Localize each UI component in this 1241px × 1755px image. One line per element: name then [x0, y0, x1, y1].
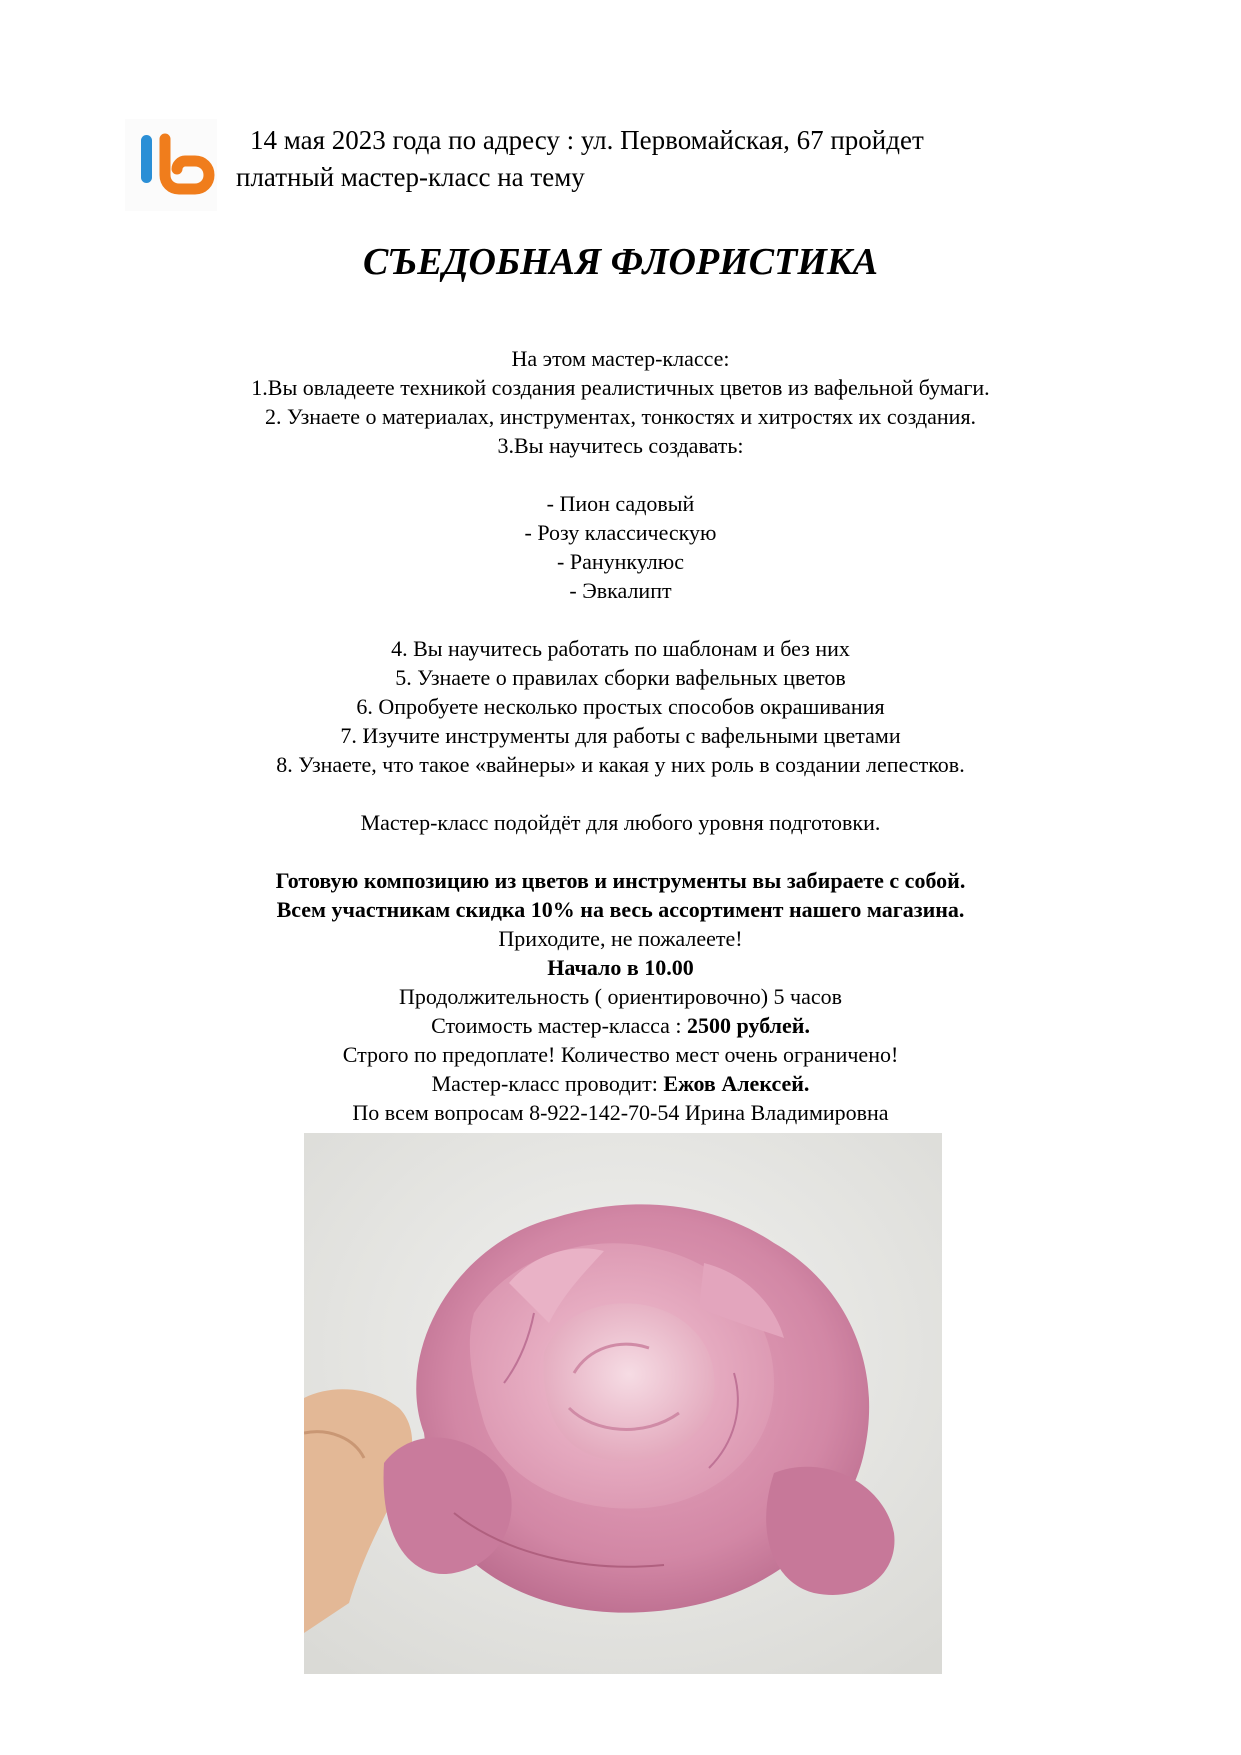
point-8: 8. Узнаете, что такое «вайнеры» и какая у них роль в создании лепестков.: [276, 752, 965, 777]
intro-paid-class: платный мастер-класс на тему: [236, 162, 585, 192]
class-description: [0, 344, 1241, 1127]
flower-item: - Пион садовый: [546, 491, 695, 516]
prepay-note: Строго по предоплате! Количество мест очень ограничено!: [342, 1042, 899, 1067]
intro-date-address: 14 мая 2023 года по адресу : ул. Первомайская, 67 пройдет: [250, 125, 924, 155]
flower-item: - Эвкалипт: [569, 578, 672, 603]
pink-peony-photo-icon: [304, 1133, 942, 1674]
point-1: 1.Вы овладеете техникой создания реалистичных цветов из вафельной бумаги.: [251, 375, 990, 400]
point-2: 2. Узнаете о материалах, инструментах, тонкостях и хитростях их создания.: [264, 404, 977, 429]
point-3: 3.Вы научитесь создавать:: [497, 433, 744, 458]
duration: Продолжительность ( ориентировочно) 5 часов: [398, 984, 843, 1009]
host-line: [0, 1069, 1241, 1098]
bold-note-discount: Всем участникам скидка 10% на весь ассортимент нашего магазина.: [276, 897, 965, 922]
level-note: Мастер-класс подойдёт для любого уровня подготовки.: [360, 810, 881, 835]
host-name: Ежов Алексей.: [663, 1071, 810, 1096]
cost-value: 2500 рублей.: [687, 1013, 810, 1038]
point-7: 7. Изучите инструменты для работы с вафельными цветами: [340, 723, 901, 748]
peony-photo: [304, 1133, 942, 1674]
brand-logo: [125, 119, 217, 211]
page-title: СЪЕДОБНАЯ ФЛОРИСТИКА: [362, 241, 879, 283]
point-4: 4. Вы научитесь работать по шаблонам и без них: [391, 636, 850, 661]
point-5: 5. Узнаете о правилах сборки вафельных цветов: [395, 665, 846, 690]
host-label: Мастер-класс проводит:: [431, 1071, 664, 1096]
flower-item: - Розу классическую: [524, 520, 717, 545]
start-time: Начало в 10.00: [547, 955, 694, 980]
event-intro: [236, 122, 1136, 196]
intro-label: На этом мастер-классе:: [511, 346, 730, 371]
brand-heart-logo-icon: [125, 119, 217, 211]
bold-note-composition: Готовую композицию из цветов и инструменты вы забираете с собой.: [275, 868, 966, 893]
point-6: 6. Опробуете несколько простых способов окрашивания: [356, 694, 885, 719]
flower-item: - Ранункулюс: [557, 549, 684, 574]
contact-line: По всем вопросам 8-922-142-70-54 Ирина Владимировна: [352, 1100, 889, 1125]
cost-label: Стоимость мастер-класса :: [431, 1013, 688, 1038]
cost-line: [0, 1011, 1241, 1040]
come-note: Приходите, не пожалеете!: [498, 926, 743, 951]
